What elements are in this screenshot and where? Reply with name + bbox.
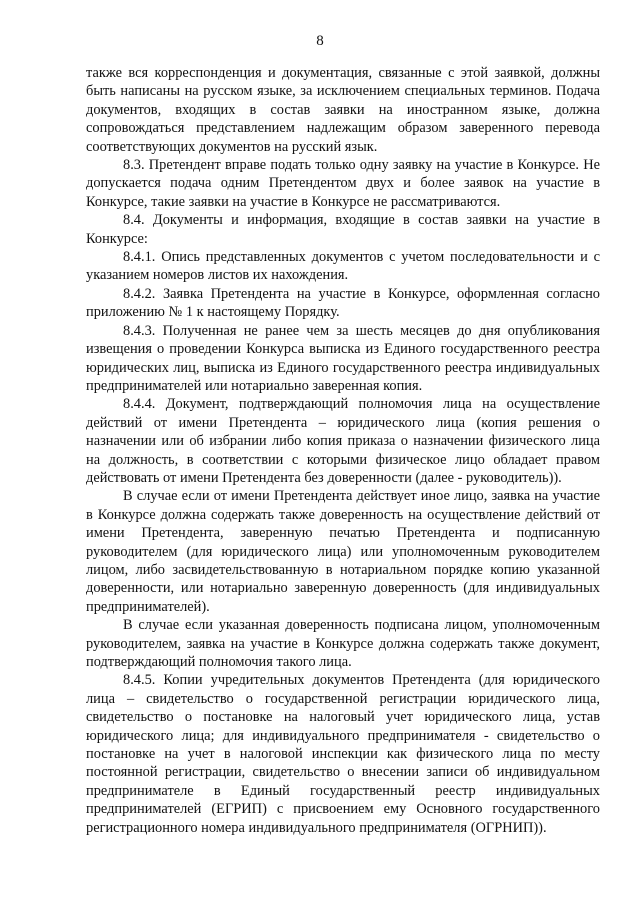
- paragraph-8-3: 8.3. Претендент вправе подать только одну заявку на участие в Конкурсе. Не допускается подача одним Претендентом двух и более заявок на участие в Конкурсе, такие заявки на участие в Конкурсе не рассматриваются.: [86, 157, 600, 210]
- paragraph-8-4-2: 8.4.2. Заявка Претендента на участие в Конкурсе, оформленная согласно приложению № 1 к настоящему Порядку.: [86, 285, 600, 321]
- paragraph-8-4-5: 8.4.5. Копии учредительных документов Претендента (для юридического лица – свидетельство о государственной регистрации юридического лица, свидетельство о постановке на налоговый учет юридического лица, устав юридического лица; для индивидуального предпринимателя - свидетельство о постановке на учет в налоговой инспекции как физического лица по месту постоянной регистрации, свидетельство о внесении записи об индивидуальном предпринимателе в Единый государственный реестр индивидуальных предпринимателей (ЕГРИП) с присвоением ему Основного государственного регистрационного номера индивидуального предпринимателя (ОГРНИП)).: [86, 672, 600, 836]
- paragraph-8-4-4: 8.4.4. Документ, подтверждающий полномочия лица на осуществление действий от имени Претендента – юридического лица (копия решения о назначении или об избрании либо копия приказа о назначении физического лица на должность, в соответствии с которыми физическое лицо обладает правом действовать от имени Претендента без доверенности (далее - руководитель)).: [86, 396, 600, 486]
- paragraph-8-4: 8.4. Документы и информация, входящие в состав заявки на участие в Конкурсе:: [86, 212, 600, 247]
- paragraph-continuation: также вся корреспонденция и документация, связанные с этой заявкой, должны быть написаны на русском языке, за исключением специальных терминов. Подача документов, входящих в состав заявки на иностранном языке, должна сопровождаться представлением надлежащим образом заверенного перевода соответствующих документов на русский язык.: [86, 65, 600, 155]
- paragraph-proxy: В случае если от имени Претендента действует иное лицо, заявка на участие в Конкурсе должна содержать также доверенность на осуществление действий от имени Претендента, заверенную печатью Претендента и подписанную руководителем (для юридического лица) или уполномоченным руководителем лицом, либо засвидетельствованную в нотариальном порядке копию указанной доверенности, или нотариально заверенную доверенность (для индивидуальных предпринимателей).: [86, 488, 600, 615]
- page-number: 8: [316, 33, 324, 49]
- paragraph-8-4-1: 8.4.1. Опись представленных документов с учетом последовательности и с указанием номеров листов их нахождения.: [86, 249, 600, 284]
- document-body: [86, 64, 600, 837]
- paragraph-8-4-3: 8.4.3. Полученная не ранее чем за шесть месяцев до дня опубликования извещения о проведении Конкурса выписка из Единого государственного реестра юридических лиц, выписка из Единого государственного реестра индивидуальных предпринимателей или нотариально заверенная копия.: [86, 322, 600, 394]
- paragraph-proxy-authorized: В случае если указанная доверенность подписана лицом, уполномоченным руководителем, заявка на участие в Конкурсе должна содержать также документ, подтверждающий полномочия такого лица.: [86, 617, 600, 670]
